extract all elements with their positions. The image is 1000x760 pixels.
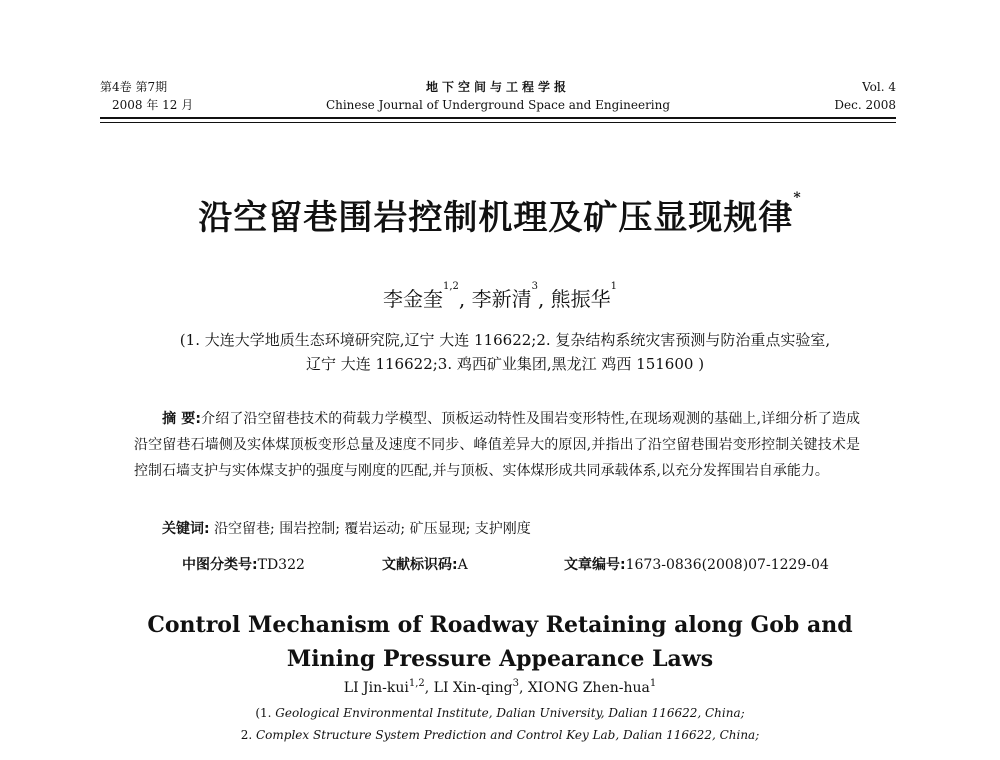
author-affil-sup: 1 xyxy=(610,281,618,292)
paper-title-en xyxy=(0,608,1000,676)
affiliation-number: 2. xyxy=(240,728,253,742)
volume-en: Vol. 4 xyxy=(862,80,896,94)
volume-issue-cn: 第4卷 第7期 xyxy=(100,80,168,94)
author-separator: , xyxy=(424,680,434,696)
journal-name-cn: 地下空间与工程学报 xyxy=(425,80,570,94)
header-rule-thin xyxy=(100,122,896,123)
author-separator: , xyxy=(518,680,528,696)
date-en: Dec. 2008 xyxy=(834,98,896,112)
affiliations-cn xyxy=(110,328,900,376)
author-affil-sup: 1,2 xyxy=(408,678,425,689)
author-affil-sup: 1,2 xyxy=(442,281,459,292)
abstract-label: 摘 要: xyxy=(162,411,201,427)
date-cn: 2008 年 12 月 xyxy=(112,98,194,112)
title-text: 沿空留巷围岩控制机理及矿压显现规律 xyxy=(198,198,794,238)
header-right xyxy=(834,78,896,114)
author-affil-sup: 3 xyxy=(512,678,519,689)
header-center xyxy=(100,78,896,114)
title-en-line: Control Mechanism of Roadway Retaining along Gob and xyxy=(147,612,853,638)
affiliation-text: Geological Environmental Institute, Dalian University, Dalian 116622, China; xyxy=(275,706,745,720)
clc-value: TD322 xyxy=(257,557,305,573)
abstract-cn xyxy=(134,406,860,484)
author-separator: , xyxy=(537,287,551,311)
keywords-label: 关键词: xyxy=(162,521,210,537)
document-code xyxy=(382,554,468,576)
title-footnote-mark: * xyxy=(793,190,802,206)
article-number-value: 1673-0836(2008)07-1229-04 xyxy=(625,557,829,573)
authors-cn xyxy=(0,283,1000,312)
clc-code xyxy=(182,554,305,576)
author-name: 李新清 xyxy=(471,287,532,311)
header-rule-thick xyxy=(100,117,896,119)
authors-en xyxy=(0,680,1000,696)
affiliations-en xyxy=(0,702,1000,746)
clc-label: 中图分类号: xyxy=(182,557,258,573)
affiliation-line: 辽宁 大连 116622;3. 鸡西矿业集团,黑龙江 鸡西 151600 ) xyxy=(305,355,705,373)
affiliation-number: (1. xyxy=(255,706,272,720)
author-name: 熊振华 xyxy=(550,287,611,311)
document-code-label: 文献标识码: xyxy=(382,557,458,573)
keywords-text: 沿空留巷; 围岩控制; 覆岩运动; 矿压显现; 支护刚度 xyxy=(214,521,531,537)
author-name: 李金奎 xyxy=(382,287,443,311)
article-number-label: 文章编号: xyxy=(564,557,626,573)
author-name-en: LI Xin-qing xyxy=(433,680,513,696)
article-number xyxy=(564,554,829,576)
author-affil-sup: 1 xyxy=(649,678,657,689)
affiliation-line: (1. 大连大学地质生态环境研究院,辽宁 大连 116622;2. 复杂结构系统灾害预测与防治重点实验室, xyxy=(179,331,831,349)
paper-title-cn xyxy=(0,190,1000,239)
author-name-en: LI Jin-kui xyxy=(343,680,409,696)
affiliation-text: Complex Structure System Prediction and Control Key Lab, Dalian 116622, China; xyxy=(256,728,760,742)
author-affil-sup: 3 xyxy=(531,281,538,292)
keywords-cn xyxy=(162,518,862,540)
author-separator: , xyxy=(458,287,472,311)
classification-row xyxy=(182,554,862,576)
running-header xyxy=(100,78,896,114)
journal-name-en: Chinese Journal of Underground Space and Engineering xyxy=(325,98,671,112)
affiliation-en-line xyxy=(0,724,1000,746)
author-name-en: XIONG Zhen-hua xyxy=(527,680,650,696)
title-en-line: Mining Pressure Appearance Laws xyxy=(286,646,714,672)
affiliation-en-line xyxy=(0,702,1000,724)
abstract-text: 介绍了沿空留巷技术的荷载力学模型、顶板运动特性及围岩变形特性,在现场观测的基础上,详细分析了造成沿空留巷石墙侧及实体煤顶板变形总量及速度不同步、峰值差异大的原因,并指出了沿空留巷围岩变形控制关键技术是控制石墙支护与实体煤支护的强度与刚度的匹配,并与顶板、实体煤形成共同承载体系,以充分发挥围岩自承能力。 xyxy=(134,411,860,479)
document-code-value: A xyxy=(457,557,468,573)
